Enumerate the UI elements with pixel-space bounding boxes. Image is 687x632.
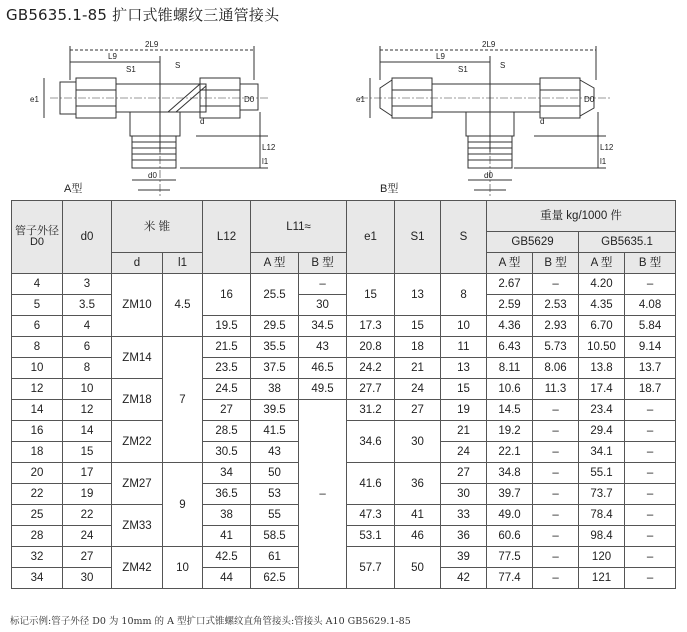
cell-d0: 12 xyxy=(63,400,112,421)
b-e1-label: e1 xyxy=(356,95,365,104)
cell-l11a: 62.5 xyxy=(251,568,299,589)
cell-d0: 14 xyxy=(63,421,112,442)
cell-w1b: – xyxy=(533,484,579,505)
cell-e1: 17.3 xyxy=(347,316,395,337)
b-l9-label: L9 xyxy=(436,52,445,61)
cell-w1b: 5.73 xyxy=(533,337,579,358)
cell-w1b: – xyxy=(533,526,579,547)
cell-s1: 18 xyxy=(395,337,441,358)
cell-w1b: – xyxy=(533,400,579,421)
cell-w1a: 19.2 xyxy=(487,421,533,442)
cell-w2b: 9.14 xyxy=(625,337,676,358)
cell-l11a: 50 xyxy=(251,463,299,484)
cell-l12: 23.5 xyxy=(203,358,251,379)
cell-s: 42 xyxy=(441,568,487,589)
a-d0-bottom-label: d0 xyxy=(148,171,157,180)
b-l12-label: L12 xyxy=(600,143,614,152)
a-s1-label: S1 xyxy=(126,65,136,74)
header-s: S xyxy=(441,201,487,274)
cell-d0: 17 xyxy=(63,463,112,484)
table-row xyxy=(12,379,676,400)
cell-w1b: 11.3 xyxy=(533,379,579,400)
cell-l12: 44 xyxy=(203,568,251,589)
cell-e1: 34.6 xyxy=(347,421,395,463)
cell-cone-d: ZM18 xyxy=(112,379,163,421)
header-d0: d0 xyxy=(63,201,112,274)
cell-s1: 13 xyxy=(395,274,441,316)
a-d-label: d xyxy=(200,117,205,126)
cell-l11a: 25.5 xyxy=(251,274,299,316)
cell-l11b-merged: – xyxy=(299,400,347,589)
b-type-label: B型 xyxy=(380,183,399,195)
cell-d0: 3 xyxy=(63,274,112,295)
cell-d0-outer: 25 xyxy=(12,505,63,526)
cell-w1a: 8.11 xyxy=(487,358,533,379)
b-l1-label: l1 xyxy=(600,157,607,166)
cell-w2b: – xyxy=(625,421,676,442)
cell-l12: 24.5 xyxy=(203,379,251,400)
cell-s: 30 xyxy=(441,484,487,505)
cell-e1: 15 xyxy=(347,274,395,316)
cell-w2b: – xyxy=(625,505,676,526)
cell-s1: 15 xyxy=(395,316,441,337)
cell-d0: 30 xyxy=(63,568,112,589)
header-w1-a: A 型 xyxy=(487,253,533,274)
cell-d0-outer: 20 xyxy=(12,463,63,484)
cell-w2a: 6.70 xyxy=(579,316,625,337)
header-gb5635: GB5635.1 xyxy=(579,232,676,253)
table-row xyxy=(12,358,676,379)
cell-w1a: 77.5 xyxy=(487,547,533,568)
cell-s1: 30 xyxy=(395,421,441,463)
cell-w1b: – xyxy=(533,505,579,526)
cell-w2b: – xyxy=(625,484,676,505)
table-row xyxy=(12,274,676,295)
cell-w1b: 2.93 xyxy=(533,316,579,337)
cell-w2a: 120 xyxy=(579,547,625,568)
cell-w1a: 14.5 xyxy=(487,400,533,421)
cell-w2b: – xyxy=(625,442,676,463)
cell-d0-outer: 4 xyxy=(12,274,63,295)
cell-w1a: 2.67 xyxy=(487,274,533,295)
a-type-label: A型 xyxy=(64,183,83,195)
cell-e1: 53.1 xyxy=(347,526,395,547)
b-s1-label: S1 xyxy=(458,65,468,74)
drawings-svg xyxy=(0,22,687,198)
cell-d0: 22 xyxy=(63,505,112,526)
cell-l11b: 43 xyxy=(299,337,347,358)
cell-d0-outer: 34 xyxy=(12,568,63,589)
cell-s: 13 xyxy=(441,358,487,379)
cell-w2a: 23.4 xyxy=(579,400,625,421)
cell-w2a: 121 xyxy=(579,568,625,589)
cell-w2b: 4.08 xyxy=(625,295,676,316)
cell-w2a: 10.50 xyxy=(579,337,625,358)
cell-w1b: – xyxy=(533,442,579,463)
cell-w2a: 13.8 xyxy=(579,358,625,379)
cell-s1: 41 xyxy=(395,505,441,526)
header-gb5629: GB5629 xyxy=(487,232,579,253)
b-d0-bottom-label: d0 xyxy=(484,171,493,180)
cell-l11a: 55 xyxy=(251,505,299,526)
cell-d0-outer: 28 xyxy=(12,526,63,547)
cell-w2a: 34.1 xyxy=(579,442,625,463)
a-e1-label: e1 xyxy=(30,95,39,104)
cell-l11a: 41.5 xyxy=(251,421,299,442)
cell-l11a: 37.5 xyxy=(251,358,299,379)
cell-e1: 57.7 xyxy=(347,547,395,589)
cell-l11a: 39.5 xyxy=(251,400,299,421)
table-row xyxy=(12,295,676,316)
cell-w2b: 18.7 xyxy=(625,379,676,400)
cell-l12: 36.5 xyxy=(203,484,251,505)
cell-e1: 41.6 xyxy=(347,463,395,505)
cell-d0: 27 xyxy=(63,547,112,568)
cell-l12: 38 xyxy=(203,505,251,526)
cell-w1a: 6.43 xyxy=(487,337,533,358)
table-row xyxy=(12,400,676,421)
cell-w1b: 8.06 xyxy=(533,358,579,379)
cell-d0: 8 xyxy=(63,358,112,379)
cell-l12: 21.5 xyxy=(203,337,251,358)
cell-w2a: 4.35 xyxy=(579,295,625,316)
header-w1-b: B 型 xyxy=(533,253,579,274)
cell-w2b: – xyxy=(625,547,676,568)
cell-w2a: 17.4 xyxy=(579,379,625,400)
cell-s1: 36 xyxy=(395,463,441,505)
cell-cone-d: ZM33 xyxy=(112,505,163,547)
cell-d0: 6 xyxy=(63,337,112,358)
cell-w1a: 4.36 xyxy=(487,316,533,337)
cell-cone-d: ZM42 xyxy=(112,547,163,589)
header-l11-b: B 型 xyxy=(299,253,347,274)
header-w2-a: A 型 xyxy=(579,253,625,274)
cell-l11a: 58.5 xyxy=(251,526,299,547)
cell-w2b: 13.7 xyxy=(625,358,676,379)
marking-example-note: 标记示例:管子外径 D0 为 10mm 的 A 型扩口式锥螺纹直角管接头:管接头 A10 GB5629.1-85 xyxy=(10,616,411,627)
cell-s: 10 xyxy=(441,316,487,337)
header-outer-dia: 管子外径D0 xyxy=(12,201,63,274)
cell-cone-l1: 7 xyxy=(163,337,203,463)
header-l12: L12 xyxy=(203,201,251,274)
a-s-label: S xyxy=(175,61,181,70)
cell-cone-d: ZM10 xyxy=(112,274,163,337)
cell-s1: 24 xyxy=(395,379,441,400)
cell-e1: 47.3 xyxy=(347,505,395,526)
cell-w1a: 77.4 xyxy=(487,568,533,589)
cell-s: 24 xyxy=(441,442,487,463)
cell-w1a: 39.7 xyxy=(487,484,533,505)
cell-d0-outer: 18 xyxy=(12,442,63,463)
cell-s1: 46 xyxy=(395,526,441,547)
cell-w1b: – xyxy=(533,463,579,484)
cell-l12: 27 xyxy=(203,400,251,421)
cell-d0-outer: 14 xyxy=(12,400,63,421)
cell-w1a: 10.6 xyxy=(487,379,533,400)
cell-l12: 42.5 xyxy=(203,547,251,568)
cell-s: 8 xyxy=(441,274,487,316)
a-l12-label: L12 xyxy=(262,143,276,152)
cell-w1a: 2.59 xyxy=(487,295,533,316)
cell-w2a: 73.7 xyxy=(579,484,625,505)
cell-w2a: 29.4 xyxy=(579,421,625,442)
cell-w1a: 49.0 xyxy=(487,505,533,526)
cell-l11a: 35.5 xyxy=(251,337,299,358)
cell-d0: 4 xyxy=(63,316,112,337)
cell-w1b: – xyxy=(533,568,579,589)
cell-w1b: – xyxy=(533,274,579,295)
cell-e1: 20.8 xyxy=(347,337,395,358)
cell-d0-outer: 8 xyxy=(12,337,63,358)
cell-w1a: 34.8 xyxy=(487,463,533,484)
cell-l11b: – xyxy=(299,274,347,295)
cell-l12: 41 xyxy=(203,526,251,547)
spec-table xyxy=(11,200,676,589)
cell-s1: 21 xyxy=(395,358,441,379)
header-l11: L11≈ xyxy=(251,201,347,253)
header-weight: 重量 kg/1000 件 xyxy=(487,201,676,232)
b-s-label: S xyxy=(500,61,506,70)
cell-l11a: 61 xyxy=(251,547,299,568)
b-2l9-label: 2L9 xyxy=(482,40,496,49)
cell-d0-outer: 10 xyxy=(12,358,63,379)
cell-l12: 28.5 xyxy=(203,421,251,442)
header-cone-l1: l1 xyxy=(163,253,203,274)
header-e1: e1 xyxy=(347,201,395,274)
cell-cone-l1: 10 xyxy=(163,547,203,589)
cell-s1: 50 xyxy=(395,547,441,589)
cell-d0-outer: 16 xyxy=(12,421,63,442)
header-cone-d: d xyxy=(112,253,163,274)
cell-cone-d: ZM14 xyxy=(112,337,163,379)
cell-w2b: – xyxy=(625,526,676,547)
cell-l11b: 30 xyxy=(299,295,347,316)
cell-e1: 31.2 xyxy=(347,400,395,421)
cell-l11a: 38 xyxy=(251,379,299,400)
table-row xyxy=(12,337,676,358)
header-s1: S1 xyxy=(395,201,441,274)
header-l11-a: A 型 xyxy=(251,253,299,274)
page-title: GB5635.1-85 扩口式锥螺纹三通管接头 xyxy=(6,6,280,24)
cell-d0: 24 xyxy=(63,526,112,547)
cell-w2b: – xyxy=(625,568,676,589)
cell-d0: 3.5 xyxy=(63,295,112,316)
cell-l11a: 43 xyxy=(251,442,299,463)
cell-w1b: 2.53 xyxy=(533,295,579,316)
header-cone: 米 锥 xyxy=(112,201,203,253)
a-l9-label: L9 xyxy=(108,52,117,61)
header-w2-b: B 型 xyxy=(625,253,676,274)
cell-w1a: 22.1 xyxy=(487,442,533,463)
cell-cone-l1: 9 xyxy=(163,463,203,547)
cell-cone-l1: 4.5 xyxy=(163,274,203,337)
table-row xyxy=(12,316,676,337)
cell-d0-outer: 6 xyxy=(12,316,63,337)
cell-l11b: 46.5 xyxy=(299,358,347,379)
cell-w2a: 98.4 xyxy=(579,526,625,547)
cell-l11a: 29.5 xyxy=(251,316,299,337)
cell-e1: 27.7 xyxy=(347,379,395,400)
cell-w2a: 4.20 xyxy=(579,274,625,295)
cell-s: 33 xyxy=(441,505,487,526)
cell-w2b: – xyxy=(625,463,676,484)
cell-d0-outer: 22 xyxy=(12,484,63,505)
cell-l12: 16 xyxy=(203,274,251,316)
cell-w1b: – xyxy=(533,421,579,442)
cell-l12: 30.5 xyxy=(203,442,251,463)
cell-s1: 27 xyxy=(395,400,441,421)
cell-l11b: 34.5 xyxy=(299,316,347,337)
cell-s: 21 xyxy=(441,421,487,442)
cell-s: 36 xyxy=(441,526,487,547)
cell-cone-d: ZM22 xyxy=(112,421,163,463)
cell-s: 39 xyxy=(441,547,487,568)
cell-e1: 24.2 xyxy=(347,358,395,379)
a-2l9-label: 2L9 xyxy=(145,40,159,49)
cell-l11b: 49.5 xyxy=(299,379,347,400)
technical-drawings xyxy=(0,22,687,198)
b-d0-label: D0 xyxy=(584,95,595,104)
b-d-label: d xyxy=(540,117,545,126)
cell-s: 11 xyxy=(441,337,487,358)
cell-l12: 34 xyxy=(203,463,251,484)
cell-d0: 19 xyxy=(63,484,112,505)
a-l1-label: l1 xyxy=(262,157,269,166)
cell-d0: 15 xyxy=(63,442,112,463)
cell-w1b: – xyxy=(533,547,579,568)
a-d0-label: D0 xyxy=(244,95,255,104)
cell-d0-outer: 5 xyxy=(12,295,63,316)
cell-cone-d: ZM27 xyxy=(112,463,163,505)
cell-l12: 19.5 xyxy=(203,316,251,337)
cell-s: 19 xyxy=(441,400,487,421)
cell-w1a: 60.6 xyxy=(487,526,533,547)
cell-l11a: 53 xyxy=(251,484,299,505)
cell-d0-outer: 12 xyxy=(12,379,63,400)
cell-s: 15 xyxy=(441,379,487,400)
cell-d0: 10 xyxy=(63,379,112,400)
cell-w2a: 55.1 xyxy=(579,463,625,484)
cell-d0-outer: 32 xyxy=(12,547,63,568)
cell-w2b: 5.84 xyxy=(625,316,676,337)
cell-w2b: – xyxy=(625,400,676,421)
cell-w2b: – xyxy=(625,274,676,295)
cell-s: 27 xyxy=(441,463,487,484)
cell-w2a: 78.4 xyxy=(579,505,625,526)
drawing-a xyxy=(44,46,270,197)
